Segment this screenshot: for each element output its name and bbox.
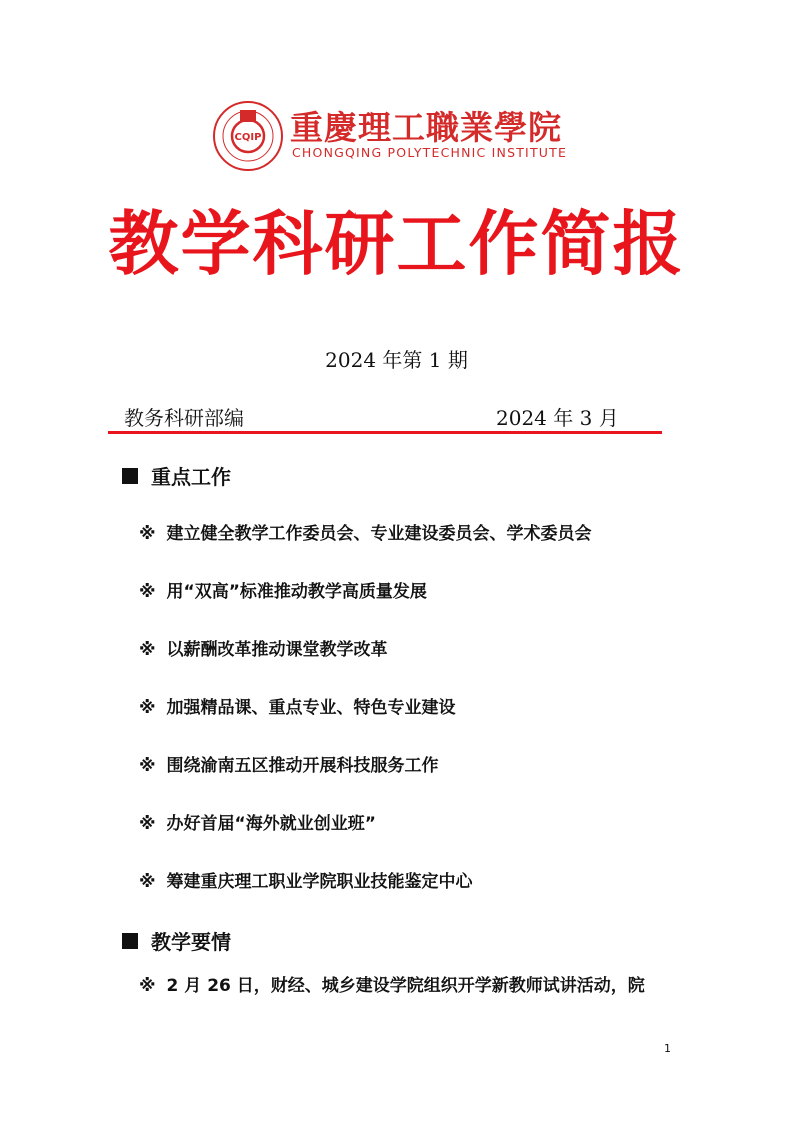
page-number: 1 <box>664 1042 671 1055</box>
section-title: 重点工作 <box>151 465 231 489</box>
reference-mark-icon: ※ <box>139 640 156 660</box>
list-item: ※ 围绕渝南五区推动开展科技服务工作 <box>139 756 439 776</box>
list-item: ※ 加强精品课、重点专业、特色专业建设 <box>139 698 456 718</box>
school-logo <box>212 100 592 172</box>
reference-mark-icon: ※ <box>139 814 156 834</box>
issue-number: 2024 年第 1 期 <box>325 348 468 372</box>
reference-mark-icon: ※ <box>139 524 156 544</box>
square-bullet-icon <box>122 933 138 949</box>
reference-mark-icon: ※ <box>139 872 156 892</box>
reference-mark-icon: ※ <box>139 582 156 602</box>
school-seal-icon <box>212 100 284 172</box>
bulletin-title: 教学科研工作简报 <box>108 203 685 285</box>
reference-mark-icon: ※ <box>139 698 156 718</box>
list-item: ※ 办好首届“海外就业创业班” <box>139 814 376 834</box>
square-bullet-icon <box>122 468 138 484</box>
list-item: ※ 以薪酬改革推动课堂教学改革 <box>139 640 388 660</box>
svg-text:CQIP: CQIP <box>234 132 262 143</box>
section-title: 教学要情 <box>151 930 231 954</box>
list-item: ※ 用“双高”标准推动教学高质量发展 <box>139 582 427 602</box>
list-item: ※ 建立健全教学工作委员会、专业建设委员会、学术委员会 <box>139 524 592 544</box>
section-heading-key-work <box>122 461 231 490</box>
editor-line: 教务科研部编 <box>124 406 244 430</box>
header-divider <box>108 431 662 434</box>
school-name-cn: 重慶理工職業學院 <box>290 108 562 147</box>
section-heading-teaching-news <box>122 926 231 955</box>
reference-mark-icon: ※ <box>139 756 156 776</box>
list-item: ※ 2 月 26 日，财经、城乡建设学院组织开学新教师试讲活动，院 <box>139 976 645 996</box>
publish-date: 2024 年 3 月 <box>496 406 619 430</box>
list-item: ※ 筹建重庆理工职业学院职业技能鉴定中心 <box>139 872 473 892</box>
school-name-en: CHONGQING POLYTECHNIC INSTITUTE <box>292 145 568 160</box>
reference-mark-icon: ※ <box>139 976 156 996</box>
